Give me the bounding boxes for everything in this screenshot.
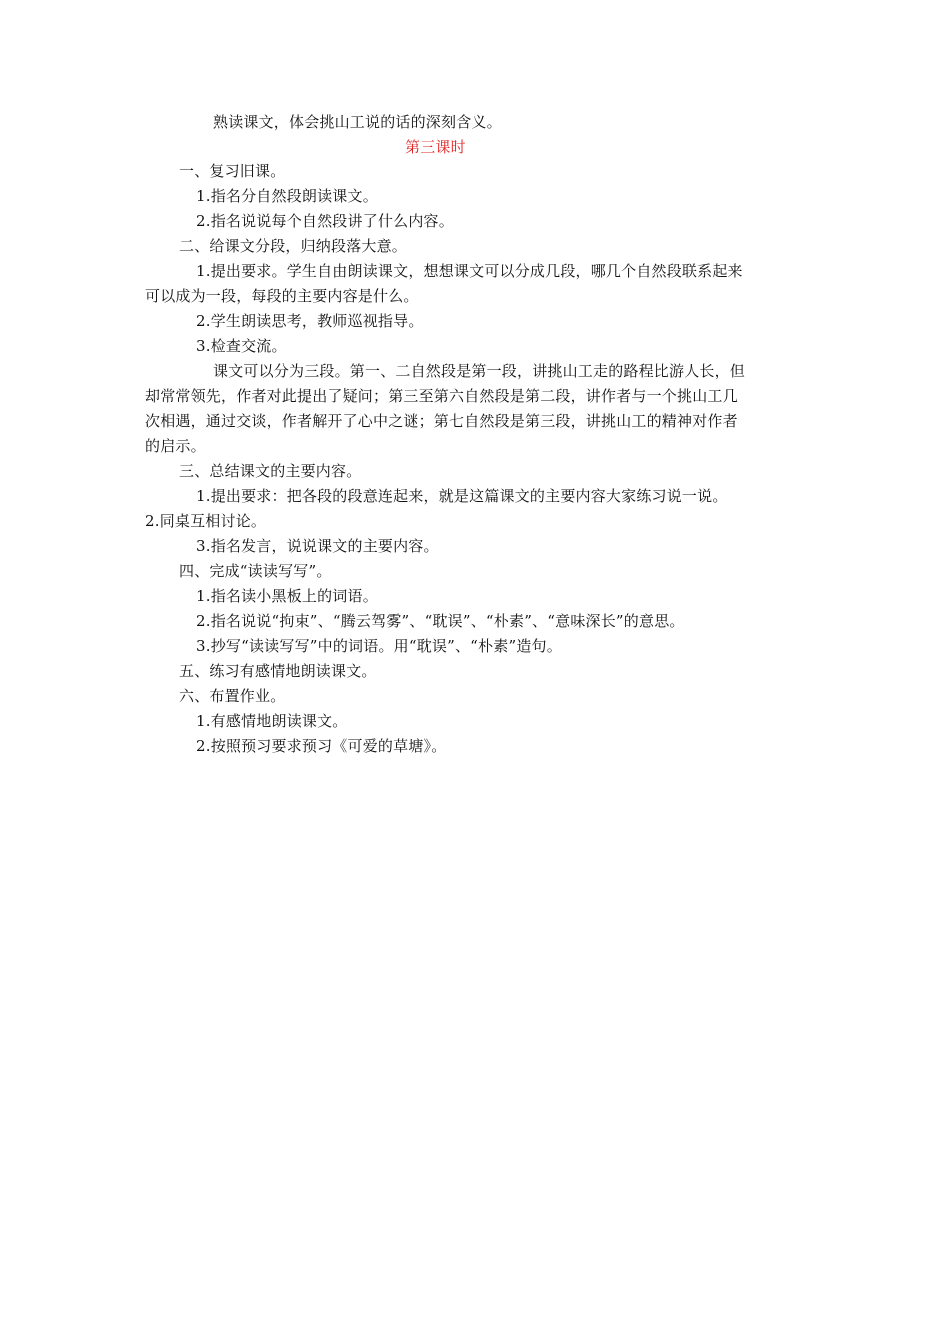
list-item: 3.抄写“读读写写”中的词语。用“耽误”、“朴素”造句。 [196,637,562,655]
list-item: 3.检查交流。 [196,337,287,355]
section-heading: 一、复习旧课。 [179,162,286,180]
paragraph-line: 课文可以分为三段。第一、二自然段是第一段，讲挑山工走的路程比游人长，但 [213,362,746,380]
section-heading: 六、布置作业。 [179,687,286,705]
section-heading: 二、给课文分段，归纳段落大意。 [179,237,408,255]
list-item: 2.指名说说“拘束”、“腾云驾雾”、“耽误”、“朴素”、“意味深长”的意思。 [196,612,685,630]
list-item: 1.指名读小黑板上的词语。 [196,587,378,605]
list-item: 2.学生朗读思考，教师巡视指导。 [196,312,424,330]
section-heading: 四、完成“读读写写”。 [179,562,332,580]
list-item: 1.提出要求。学生自由朗读课文，想想课文可以分成几段，哪几个自然段联系起来 [196,262,743,280]
section-heading: 三、总结课文的主要内容。 [179,462,362,480]
list-item: 1.有感情地朗读课文。 [196,712,348,730]
paragraph-line: 的启示。 [145,437,206,455]
paragraph-line: 却常常领先，作者对此提出了疑问；第三至第六自然段是第二段，讲作者与一个挑山工几 [145,387,738,405]
paragraph-line: 可以成为一段，每段的主要内容是什么。 [145,287,419,305]
list-item: 2.按照预习要求预习《可爱的草塘》。 [196,737,447,755]
list-item: 2.指名说说每个自然段讲了什么内容。 [196,212,454,230]
section-heading: 五、练习有感情地朗读课文。 [179,662,377,680]
lesson-title: 第三课时 [405,138,466,156]
list-item: 1.提出要求：把各段的段意连起来，就是这篇课文的主要内容大家练习说一说。 [196,487,728,505]
intro-line: 熟读课文，体会挑山工说的话的深刻含义。 [213,113,502,131]
list-item: 2.同桌互相讨论。 [145,512,267,530]
list-item: 3.指名发言，说说课文的主要内容。 [196,537,439,555]
list-item: 1.指名分自然段朗读课文。 [196,187,378,205]
paragraph-line: 次相遇，通过交谈，作者解开了心中之谜；第七自然段是第三段，讲挑山工的精神对作者 [145,412,738,430]
